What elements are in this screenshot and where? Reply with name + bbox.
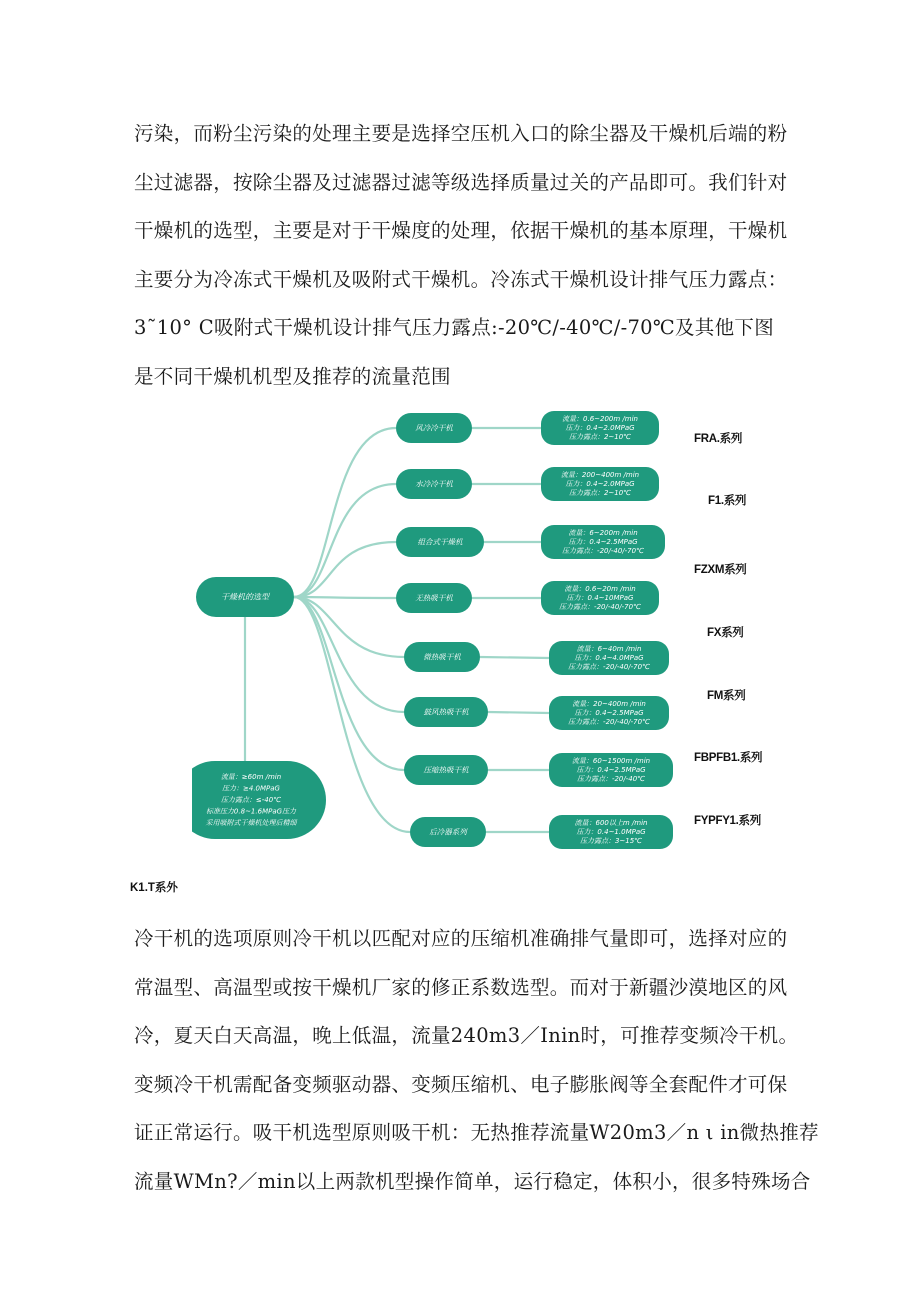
spec-node-line: 压力：0.4~2.0MPaG [565, 424, 635, 432]
spec-node-line: 压力露点：-20/-40/-70℃ [568, 718, 650, 726]
spec-node-line: 压力：0.4~2.5MPaG [576, 766, 646, 774]
spec-node-line: 流量：0.6~20m /min [564, 585, 636, 593]
spec-node-line: 压力：0.4~2.0MPaG [565, 480, 635, 488]
spec-node-line: 压力露点：2~10℃ [568, 489, 632, 497]
series-label: FBPFB1.系列 [694, 752, 763, 764]
summary-node-line: 压力露点：≤-40℃ [220, 796, 282, 804]
spec-node-line: 流量：0.6~200m /min [562, 415, 638, 423]
spec-node-line: 压力：0.4~4.0MPaG [574, 654, 644, 662]
spec-node-line: 压力：0.4~10MPaG [566, 594, 634, 602]
connector-line [488, 712, 549, 713]
dryer-type-label: 水冷冷干机 [415, 479, 453, 489]
spec-node-line: 压力露点：-20/-40/-70℃ [559, 603, 641, 611]
spec-node-line: 压力：0.4~2.5MPaG [574, 709, 644, 717]
text-line: 常温型、高温型或按干燥机厂家的修正系数选型。而对于新疆沙漠地区的风 [134, 975, 788, 999]
text-line: 污染，而粉尘污染的处理主要是选择空压机入口的除尘器及干燥机后端的粉 [134, 122, 788, 145]
series-label: FX系列 [707, 627, 744, 639]
spec-node-line: 流量：6~40m /min [576, 645, 642, 653]
connector-line [294, 484, 396, 597]
spec-node-line: 流量：6~200m /min [568, 529, 638, 537]
series-label: FYPFY1.系列 [694, 815, 761, 827]
spec-node-line: 流量：200~400m /min [560, 471, 640, 479]
text-line: 是不同干燥机机型及推荐的流量范围 [134, 364, 451, 388]
spec-node-line: 流量：600以上m /min [574, 819, 648, 827]
root-node-label: 干燥机的选型 [221, 592, 269, 602]
series-label: FRA.系列 [694, 433, 743, 445]
connector-line [480, 657, 549, 658]
summary-node-line: 流量：≥60m /min [220, 773, 282, 781]
series-label: FM系列 [707, 690, 746, 702]
dryer-type-label: 鼓风热吸干机 [423, 707, 469, 717]
spec-node-line: 压力露点：-20/-40℃ [576, 775, 646, 783]
dryer-type-label: 无热吸干机 [415, 593, 453, 603]
intro-paragraph [134, 110, 794, 401]
dryer-selection-mindmap [192, 405, 690, 865]
text-line: 冷，夏天白天高温，晚上低温，流量240m3／Inin时，可推荐变频冷干机。 [134, 1024, 799, 1047]
text-line: 变频冷干机需配备变频驱动器、变频压缩机、电子膨胀阀等全套配件才可保 [134, 1072, 788, 1096]
text-line: 证正常运行。吸干机选型原则吸干机：无热推荐流量W20m3／n ι in微热推荐 [134, 1121, 819, 1144]
series-label: F1.系列 [708, 495, 747, 507]
connector-line [294, 597, 396, 598]
spec-node-line: 压力：0.4~1.0MPaG [576, 828, 646, 836]
dryer-type-label: 微热吸干机 [423, 652, 461, 662]
spec-node-line: 压力露点：-20/-40/-70℃ [568, 663, 650, 671]
text-line: 3˜10° C吸附式干燥机设计排气压力露点:-20℃/-40℃/-70℃及其他下图 [134, 316, 774, 339]
dryer-type-label: 后冷器系列 [429, 827, 467, 837]
spec-node-line: 压力露点：3~15℃ [579, 837, 643, 845]
text-line: 流量WMn?／min以上两款机型操作简单，运行稳定，体积小，很多特殊场合 [134, 1169, 811, 1193]
dryer-type-label: 压缩热吸干机 [423, 765, 469, 775]
spec-node-line: 压力露点：-20/-40/-70℃ [562, 547, 644, 555]
summary-node-line: 标准压力0.8~1.6MPaG压力 [205, 807, 297, 816]
summary-node-line: 采用吸附式干燥机处理后精细 [205, 819, 297, 827]
text-line: 干燥机的选型，主要是对于干燥度的处理，依据干燥机的基本原理，干燥机 [134, 219, 788, 242]
spec-node-line: 流量：60~1500m /min [571, 757, 651, 765]
selection-principles-paragraph [134, 915, 819, 1206]
text-line: 尘过滤器，按除尘器及过滤器过滤等级选择质量过关的产品即可。我们针对 [134, 170, 788, 194]
spec-node-line: 流量：20~400m /min [572, 700, 646, 708]
summary-node-line: 压力：≥4.0MPaG [222, 784, 280, 793]
text-line: 冷干机的选项原则冷干机以匹配对应的压缩机准确排气量即可，选择对应的 [134, 927, 788, 950]
spec-node-line: 压力露点：2~10℃ [568, 433, 632, 441]
dryer-type-label: 组合式干燥机 [417, 537, 463, 547]
spec-node-line: 压力：0.4~2.5MPaG [568, 538, 638, 546]
series-label: FZXM系列 [694, 564, 747, 576]
dryer-type-label: 风冷冷干机 [415, 423, 453, 433]
kit-label: K1.T系外 [130, 882, 178, 894]
connector-line [294, 428, 396, 597]
text-line: 主要分为冷冻式干燥机及吸附式干燥机。冷冻式干燥机设计排气压力露点： [134, 267, 788, 291]
